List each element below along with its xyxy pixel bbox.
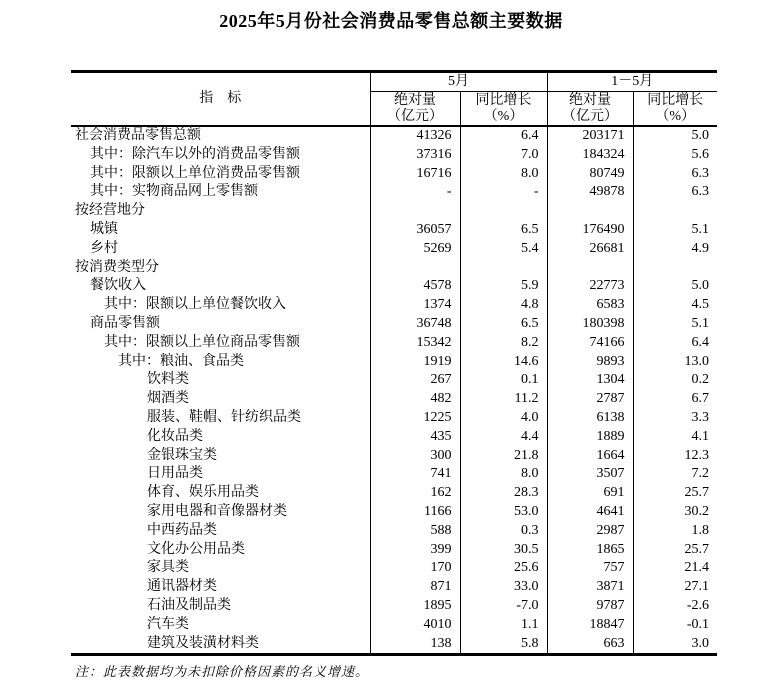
row-value-cell: 6138 bbox=[547, 409, 633, 428]
row-value-cell: 4.9 bbox=[633, 240, 717, 259]
table-row bbox=[71, 202, 717, 221]
row-indicator-label: 中西药品类 bbox=[147, 522, 217, 538]
row-value-cell: 28.3 bbox=[460, 484, 547, 503]
table-row bbox=[71, 484, 717, 503]
table-row bbox=[71, 635, 717, 655]
row-value-cell: 1919 bbox=[370, 353, 460, 372]
row-indicator-label: 石油及制品类 bbox=[147, 597, 231, 613]
row-value-cell: 80749 bbox=[547, 165, 633, 184]
row-value-cell: 6.3 bbox=[633, 183, 717, 202]
table-row bbox=[71, 315, 717, 334]
row-value-cell bbox=[460, 259, 547, 278]
row-value-cell: 26681 bbox=[547, 240, 633, 259]
table-row bbox=[71, 578, 717, 597]
row-indicator-label: 体育、娱乐用品类 bbox=[147, 485, 259, 501]
row-value-cell: 18847 bbox=[547, 616, 633, 635]
row-value-cell: 5.0 bbox=[633, 126, 717, 146]
row-value-cell: 871 bbox=[370, 578, 460, 597]
row-value-cell: 170 bbox=[370, 559, 460, 578]
row-value-cell: 399 bbox=[370, 541, 460, 560]
row-value-cell: 2787 bbox=[547, 390, 633, 409]
column-header-yoy-jan-to-may bbox=[633, 92, 717, 127]
row-value-cell: 53.0 bbox=[460, 503, 547, 522]
table-row bbox=[71, 447, 717, 466]
row-value-cell: 176490 bbox=[547, 221, 633, 240]
row-value-cell: 25.7 bbox=[633, 541, 717, 560]
row-value-cell: 30.2 bbox=[633, 503, 717, 522]
row-indicator-label: 通讯器材类 bbox=[147, 579, 217, 595]
table-row bbox=[71, 277, 717, 296]
row-indicator-label: 服装、鞋帽、针纺织品类 bbox=[147, 409, 301, 425]
row-value-cell bbox=[370, 202, 460, 221]
table-row bbox=[71, 240, 717, 259]
row-value-cell: 1.1 bbox=[460, 616, 547, 635]
row-value-cell: 41326 bbox=[370, 126, 460, 146]
header-line: （%） bbox=[655, 108, 696, 124]
row-value-cell: 8.0 bbox=[460, 165, 547, 184]
row-value-cell: 36748 bbox=[370, 315, 460, 334]
row-value-cell: 180398 bbox=[547, 315, 633, 334]
row-indicator-label: 建筑及装潢材料类 bbox=[147, 635, 259, 651]
row-value-cell: 4010 bbox=[370, 616, 460, 635]
column-header-indicator: 指 标 bbox=[71, 72, 370, 127]
row-value-cell: -0.1 bbox=[633, 616, 717, 635]
table-row bbox=[71, 259, 717, 278]
header-line: （%） bbox=[483, 108, 524, 124]
row-indicator-label: 化妆品类 bbox=[147, 428, 203, 444]
table-row bbox=[71, 221, 717, 240]
row-indicator-label: 其中：除汽车以外的消费品零售额 bbox=[90, 146, 300, 162]
row-value-cell: 1664 bbox=[547, 447, 633, 466]
table-row bbox=[71, 126, 717, 146]
row-value-cell: 663 bbox=[547, 635, 633, 655]
row-value-cell: 435 bbox=[370, 428, 460, 447]
row-indicator-label: 其中：限额以上单位餐饮收入 bbox=[104, 297, 286, 313]
table-row bbox=[71, 146, 717, 165]
row-indicator-label: 汽车类 bbox=[147, 616, 189, 632]
row-value-cell: 30.5 bbox=[460, 541, 547, 560]
row-value-cell: - bbox=[460, 183, 547, 202]
row-indicator-label: 其中：实物商品网上零售额 bbox=[90, 184, 258, 200]
row-value-cell: - bbox=[370, 183, 460, 202]
row-value-cell: 5.1 bbox=[633, 221, 717, 240]
row-value-cell: 21.8 bbox=[460, 447, 547, 466]
row-value-cell: 6.4 bbox=[633, 334, 717, 353]
row-value-cell: 11.2 bbox=[460, 390, 547, 409]
row-value-cell: 4.8 bbox=[460, 296, 547, 315]
header-line: 绝对量 bbox=[394, 92, 436, 108]
row-value-cell: 203171 bbox=[547, 126, 633, 146]
row-value-cell: 588 bbox=[370, 522, 460, 541]
row-indicator-label: 金银珠宝类 bbox=[147, 447, 217, 463]
row-indicator-label: 商品零售额 bbox=[90, 315, 160, 331]
row-value-cell: 49878 bbox=[547, 183, 633, 202]
column-header-yoy-may bbox=[460, 92, 547, 127]
table-row bbox=[71, 409, 717, 428]
row-value-cell: 4578 bbox=[370, 277, 460, 296]
row-indicator-label: 烟酒类 bbox=[147, 391, 189, 407]
table-row bbox=[71, 465, 717, 484]
row-value-cell: 1865 bbox=[547, 541, 633, 560]
table-row bbox=[71, 353, 717, 372]
row-value-cell: 21.4 bbox=[633, 559, 717, 578]
row-value-cell: -2.6 bbox=[633, 597, 717, 616]
row-value-cell: 1889 bbox=[547, 428, 633, 447]
row-value-cell: 5.4 bbox=[460, 240, 547, 259]
header-group-row bbox=[71, 72, 717, 92]
row-value-cell: 6.5 bbox=[460, 221, 547, 240]
row-value-cell bbox=[460, 202, 547, 221]
column-header-absolute-may bbox=[370, 92, 460, 127]
row-value-cell: 6.7 bbox=[633, 390, 717, 409]
row-value-cell: 1.8 bbox=[633, 522, 717, 541]
row-indicator-label: 其中：限额以上单位商品零售额 bbox=[104, 334, 300, 350]
row-value-cell: 4.0 bbox=[460, 409, 547, 428]
row-indicator-label: 家用电器和音像器材类 bbox=[147, 503, 287, 519]
column-group-jan-to-may: 1－5月 bbox=[547, 72, 717, 92]
table-row bbox=[71, 334, 717, 353]
table-row bbox=[71, 522, 717, 541]
row-indicator-label: 其中：限额以上单位消费品零售额 bbox=[90, 165, 300, 181]
table-row bbox=[71, 371, 717, 390]
row-indicator-label: 社会消费品零售总额 bbox=[75, 128, 201, 143]
row-value-cell: 6.3 bbox=[633, 165, 717, 184]
row-value-cell: 7.0 bbox=[460, 146, 547, 165]
row-value-cell: 12.3 bbox=[633, 447, 717, 466]
row-value-cell: 3871 bbox=[547, 578, 633, 597]
row-indicator-label: 饮料类 bbox=[147, 372, 189, 388]
table-row bbox=[71, 616, 717, 635]
row-value-cell: 1374 bbox=[370, 296, 460, 315]
row-value-cell: 9787 bbox=[547, 597, 633, 616]
row-value-cell: 8.0 bbox=[460, 465, 547, 484]
row-value-cell: 1304 bbox=[547, 371, 633, 390]
table-row bbox=[71, 541, 717, 560]
row-value-cell: 482 bbox=[370, 390, 460, 409]
row-value-cell bbox=[370, 259, 460, 278]
row-indicator-label: 按消费类型分 bbox=[75, 259, 159, 275]
row-indicator-label: 餐饮收入 bbox=[90, 278, 146, 294]
row-value-cell: 4.1 bbox=[633, 428, 717, 447]
row-indicator-label: 乡村 bbox=[90, 240, 118, 256]
table-row bbox=[71, 597, 717, 616]
retail-sales-table bbox=[71, 70, 717, 656]
header-line: （亿元） bbox=[387, 108, 443, 124]
row-value-cell: 9893 bbox=[547, 353, 633, 372]
row-value-cell: 13.0 bbox=[633, 353, 717, 372]
column-group-may: 5月 bbox=[370, 72, 547, 92]
row-value-cell: 5.9 bbox=[460, 277, 547, 296]
row-value-cell: 757 bbox=[547, 559, 633, 578]
row-indicator-label: 城镇 bbox=[90, 221, 118, 237]
row-value-cell: 138 bbox=[370, 635, 460, 655]
row-value-cell bbox=[633, 259, 717, 278]
table-row bbox=[71, 503, 717, 522]
row-value-cell: 33.0 bbox=[460, 578, 547, 597]
row-value-cell: 16716 bbox=[370, 165, 460, 184]
row-value-cell: 3.3 bbox=[633, 409, 717, 428]
row-value-cell: 1895 bbox=[370, 597, 460, 616]
row-value-cell: 162 bbox=[370, 484, 460, 503]
row-value-cell: -7.0 bbox=[460, 597, 547, 616]
row-indicator-label: 按经营地分 bbox=[75, 203, 145, 219]
row-value-cell: 741 bbox=[370, 465, 460, 484]
column-header-absolute-jan-to-may bbox=[547, 92, 633, 127]
row-value-cell: 4.5 bbox=[633, 296, 717, 315]
row-value-cell: 3.0 bbox=[633, 635, 717, 655]
row-value-cell: 74166 bbox=[547, 334, 633, 353]
table-row bbox=[71, 183, 717, 202]
row-value-cell: 6583 bbox=[547, 296, 633, 315]
row-value-cell: 0.1 bbox=[460, 371, 547, 390]
row-value-cell: 5.8 bbox=[460, 635, 547, 655]
row-value-cell: 5.6 bbox=[633, 146, 717, 165]
row-value-cell: 4641 bbox=[547, 503, 633, 522]
row-value-cell: 6.5 bbox=[460, 315, 547, 334]
table-row bbox=[71, 428, 717, 447]
row-value-cell bbox=[633, 202, 717, 221]
row-value-cell bbox=[547, 259, 633, 278]
header-line: （亿元） bbox=[562, 108, 618, 124]
row-value-cell: 3507 bbox=[547, 465, 633, 484]
row-value-cell: 1166 bbox=[370, 503, 460, 522]
row-value-cell: 2987 bbox=[547, 522, 633, 541]
row-value-cell: 4.4 bbox=[460, 428, 547, 447]
row-indicator-label: 家具类 bbox=[147, 560, 189, 576]
row-value-cell: 8.2 bbox=[460, 334, 547, 353]
row-value-cell: 1225 bbox=[370, 409, 460, 428]
row-value-cell: 6.4 bbox=[460, 126, 547, 146]
table-row bbox=[71, 165, 717, 184]
row-value-cell: 184324 bbox=[547, 146, 633, 165]
row-value-cell: 5.0 bbox=[633, 277, 717, 296]
row-value-cell: 5.1 bbox=[633, 315, 717, 334]
table-row bbox=[71, 390, 717, 409]
row-value-cell: 25.7 bbox=[633, 484, 717, 503]
row-value-cell: 37316 bbox=[370, 146, 460, 165]
row-indicator-label: 文化办公用品类 bbox=[147, 541, 245, 557]
header-line: 同比增长 bbox=[647, 92, 704, 108]
row-value-cell: 36057 bbox=[370, 221, 460, 240]
row-value-cell: 300 bbox=[370, 447, 460, 466]
table-body bbox=[71, 126, 717, 655]
header-line: 绝对量 bbox=[569, 92, 611, 108]
row-value-cell: 267 bbox=[370, 371, 460, 390]
row-value-cell: 0.2 bbox=[633, 371, 717, 390]
row-value-cell: 15342 bbox=[370, 334, 460, 353]
table-header bbox=[71, 72, 717, 127]
row-value-cell bbox=[547, 202, 633, 221]
row-value-cell: 27.1 bbox=[633, 578, 717, 597]
table-note: 注：此表数据均为未扣除价格因素的名义增速。 bbox=[75, 664, 370, 680]
row-value-cell: 5269 bbox=[370, 240, 460, 259]
header-line: 同比增长 bbox=[475, 92, 532, 108]
row-value-cell: 7.2 bbox=[633, 465, 717, 484]
row-value-cell: 22773 bbox=[547, 277, 633, 296]
page-title: 2025年5月份社会消费品零售总额主要数据 bbox=[219, 11, 563, 31]
row-indicator-label: 日用品类 bbox=[147, 466, 203, 482]
table-row bbox=[71, 559, 717, 578]
row-indicator-label: 其中：粮油、食品类 bbox=[118, 353, 244, 369]
table-row bbox=[71, 296, 717, 315]
row-value-cell: 25.6 bbox=[460, 559, 547, 578]
row-value-cell: 691 bbox=[547, 484, 633, 503]
row-value-cell: 14.6 bbox=[460, 353, 547, 372]
row-value-cell: 0.3 bbox=[460, 522, 547, 541]
